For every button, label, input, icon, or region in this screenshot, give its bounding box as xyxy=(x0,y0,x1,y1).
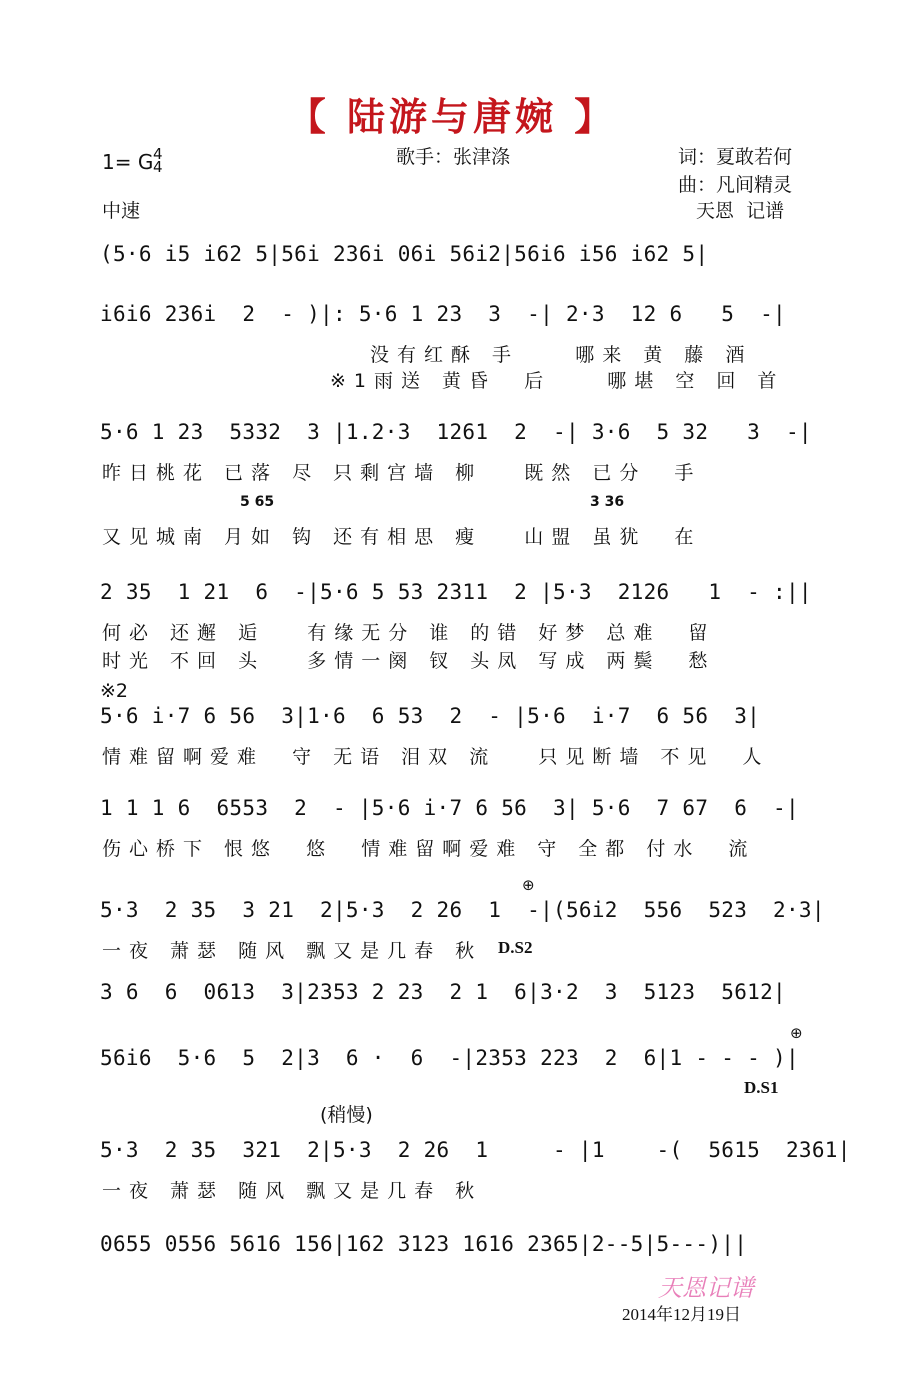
variant-notes-a: 5 65 xyxy=(240,494,275,510)
score-row-7: 5·3 2 35 3 21 2|5·3 2 26 1 -|(56i2 556 523 2·3| xyxy=(100,898,825,922)
ds2-marker: D.S2 xyxy=(498,938,533,957)
lyrics-row-10: 一夜 萧瑟 随风 飘又是几春 秋 xyxy=(102,1180,483,1202)
lyricist-credit: 词：夏敢若何 xyxy=(678,146,793,168)
score-row-11: 0655 0556 5616 156|162 3123 1616 2365|2--5|5---)|| xyxy=(100,1232,748,1256)
singer-credit: 歌手：张津涤 xyxy=(396,146,511,168)
time-sig-top: 4 xyxy=(153,145,163,163)
transcriber-signature: 天恩记谱 xyxy=(658,1276,754,1302)
variant-notes-b: 3 36 xyxy=(590,494,625,510)
score-row-8: 3 6 6 0613 3|2353 2 23 2 1 6|3·2 3 5123 5612| xyxy=(100,980,786,1004)
time-sig-bottom: 4 xyxy=(153,158,163,176)
score-row-6: 1 1 1 6 6553 2 - |5·6 i·7 6 56 3| 5·6 7 67 6 -| xyxy=(100,796,799,820)
tempo-slower: (稍慢) xyxy=(320,1104,373,1126)
lyrics-row-7: 一夜 萧瑟 随风 飘又是几春 秋 xyxy=(102,940,483,962)
score-row-4: 2 35 1 21 6 -|5·6 5 53 2311 2 |5·3 2126 1 - :|| xyxy=(100,580,812,604)
lyrics-row-4b: 时光 不回 头 多情一阕 钗 头凤 写成 两鬓 愁 xyxy=(102,650,716,672)
score-row-2: i6i6 236i 2 - )|: 5·6 1 23 3 -| 2·3 12 6 5 -| xyxy=(100,302,786,326)
score-row-5: 5·6 i·7 6 56 3|1·6 6 53 2 - |5·6 i·7 6 56 3| xyxy=(100,704,761,728)
coda-icon: ⊕ xyxy=(522,876,535,894)
key-signature: 1= G xyxy=(102,150,154,174)
segno-2-marker: ※2 xyxy=(100,680,129,702)
score-row-3: 5·6 1 23 5332 3 |1.2·3 1261 2 -| 3·6 5 32 3 -| xyxy=(100,420,812,444)
lyrics-row-4a: 何必 还邂 逅 有缘无分 谁 的错 好梦 总难 留 xyxy=(102,622,716,644)
tempo-marking: 中速 xyxy=(102,200,141,222)
lyrics-row-2a: 没有红酥 手 哪来 黄 藤 酒 xyxy=(370,344,753,366)
lyrics-row-3a: 昨日桃花 已落 尽 只剩宫墙 柳 既然 已分 手 xyxy=(102,462,702,484)
song-title: 【 陆游与唐婉 】 xyxy=(287,95,617,139)
score-row-10: 5·3 2 35 321 2|5·3 2 26 1 - |1 -( 5615 2361| xyxy=(100,1138,851,1162)
score-row-9: 56i6 5·6 5 2|3 6 · 6 -|2353 223 2 6|1 - - - )| xyxy=(100,1046,799,1070)
ds1-marker: D.S1 xyxy=(744,1078,779,1097)
composer-credit: 曲：凡间精灵 xyxy=(678,174,793,196)
score-row-1: (5·6 i5 i62 5|56i 236i 06i 56i2|56i6 i56 i62 5| xyxy=(100,242,709,266)
lyrics-row-2b: ※1雨送 黄昏 后 哪堪 空 回 首 xyxy=(330,370,785,392)
transcription-date: 2014年12月19日 xyxy=(622,1305,741,1324)
time-signature xyxy=(153,145,163,176)
transcriber-credit: 天恩 记谱 xyxy=(696,200,785,222)
lyrics-row-5: 情难留啊爱难 守 无语 泪双 流 只见断墙 不见 人 xyxy=(102,746,770,768)
coda-icon-2: ⊕ xyxy=(790,1024,803,1042)
lyrics-row-3b: 又见城南 月如 钩 还有相思 瘦 山盟 虽犹 在 xyxy=(102,526,702,548)
lyrics-row-6: 伤心桥下 恨悠 悠 情难留啊爱难 守 全都 付水 流 xyxy=(102,838,756,860)
